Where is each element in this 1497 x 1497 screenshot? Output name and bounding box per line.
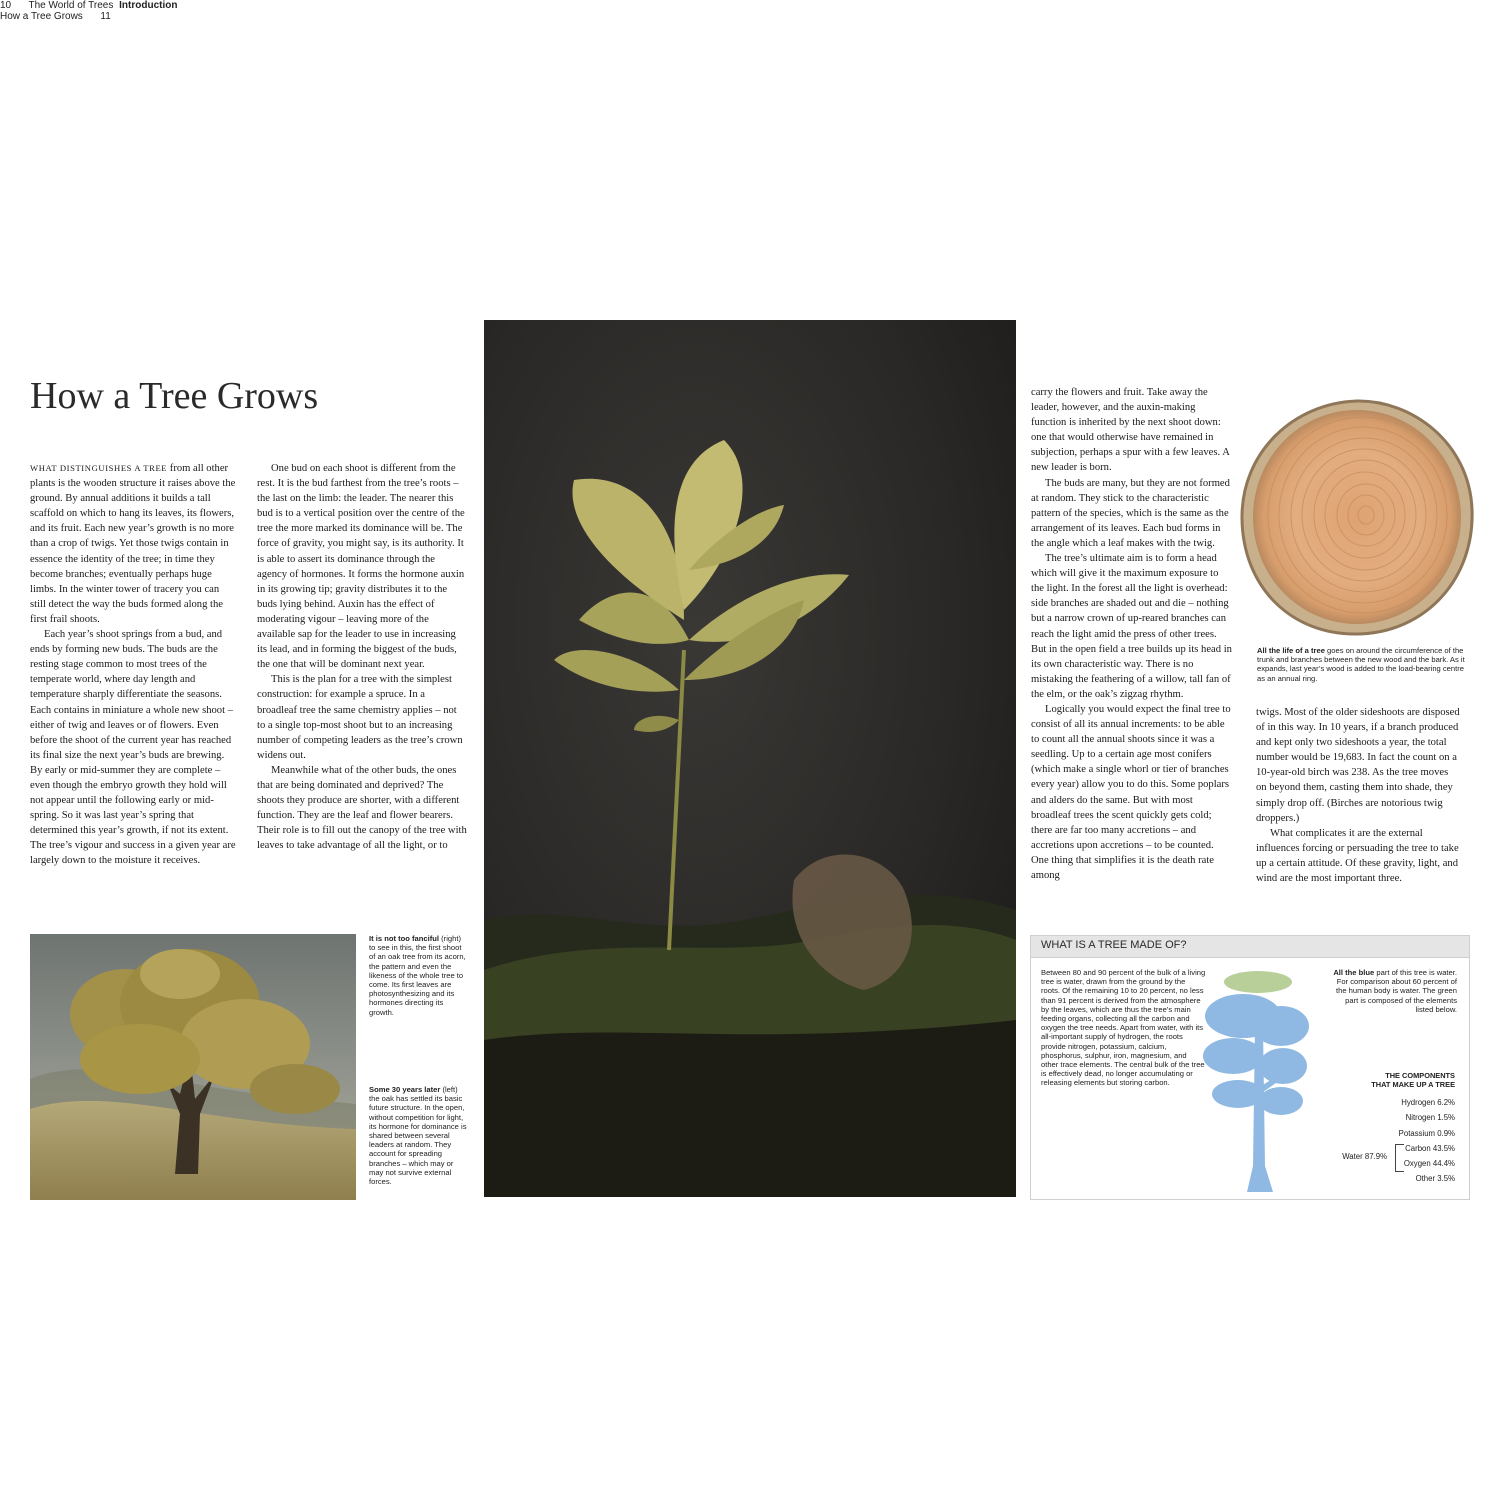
paragraph: carry the flowers and fruit. Take away the leader, however, and the auxin-making function is inherited by the next shoot down: one that would otherwise have remained in subjection, perhaps a spur with a few leaves. A new leader is born. xyxy=(1031,387,1230,474)
chapter-name: How a Tree Grows xyxy=(0,11,83,22)
book-title: The World of Trees xyxy=(28,0,114,11)
caption-seedling: It is not too fanciful (right) to see in this, the first shoot of an oak tree from its acorn, the pattern and even the likeness of the whole tree to come. Its first leaves are photosynthesizing and its hormones directing its growth. xyxy=(369,934,466,1017)
paragraph: One bud on each shoot is different from the rest. It is the bud farthest from the tree’s roots – the last on the limb: the leader. The nearer this bud is to a vertical position over the centre of the tree the more marked its dominance will be. The force of gravity, you might say, is its authority. It is able to assert its dominance through the agency of hormones. It forms the hormone auxin in its growing tip; gravity distributes it to the buds lying behind. Auxin has the effect of moderating vigour – leaving more of the available sap for the leader to use in increasing its lead, and in forming the biggest of the buds, the one that will be dominant next year. xyxy=(257,463,465,671)
component-hydrogen: Hydrogen 6.2% xyxy=(1401,1098,1455,1107)
paragraph: What complicates it are the external influences forcing or persuading the tree to take up a certain attitude. Of these gravity, light, and wind are the most important three. xyxy=(1256,827,1459,885)
paragraph: WHAT DISTINGUISHES A TREE from all other plants is the wooden structure it raises above the ground. By annual additions it builds a tall scaffold on which to hang its leaves, its flowers, and its fruit. Each new year’s growth is no more than a crop of twigs. Yet those twigs contain in essence the identity of the tree; in time they become branches; eventually perhaps huge limbs. In the winter tower of tracery you can still detect the way the buds formed along the first frail shoots. xyxy=(30,463,236,625)
page-number-left: 10 xyxy=(0,0,12,11)
paragraph: The tree’s ultimate aim is to form a head which will give it the maximum exposure to the light. In the forest all the light is overhead: side branches are shaded out and die – nothing but a narrow crown of up-reared branches can reach the light amid the press of other trees. But in the open field a tree builds up its head in its own characteristic way. There is no mistaking the feathering of a willow, tall fan of the elm, or the oak’s zigzag rhythm. xyxy=(1031,553,1232,700)
info-box-header xyxy=(1031,936,1469,958)
oak-seedling-photo xyxy=(484,320,1016,1197)
water-bracket xyxy=(1395,1144,1404,1172)
tree-composition-diagram xyxy=(1203,966,1313,1196)
lead-in: WHAT DISTINGUISHES A TREE xyxy=(30,463,168,473)
paragraph: This is the plan for a tree with the simplest construction: for example a spruce. In a broadleaf tree the same chemistry applies – not to a single top-most shoot but to an increasing number of competing leaders as the tree’s crown widens out. xyxy=(257,674,463,761)
oak-tree-photo xyxy=(30,934,356,1200)
section-name: Introduction xyxy=(119,0,178,11)
component-oxygen: Oxygen 44.4% xyxy=(1403,1159,1455,1168)
info-box-title: WHAT IS A TREE MADE OF? xyxy=(1041,939,1187,951)
components-heading: THE COMPONENTS THAT MAKE UP A TREE xyxy=(1371,1071,1455,1089)
paragraph: Logically you would expect the final tree to consist of all its annual increments: to be able to count all the annual shoots since it was a seedling. Up to a certain age most conifers (which make a single whorl or tier of branches every year) allow you to do this. Some poplars and alders do the same. But with most broadleaf trees the scent quickly gets cold; there are far too many accretions – and accretions upon accretions – to be counted. One thing that simplifies it is the death rate among xyxy=(1031,703,1231,881)
running-head-left xyxy=(0,0,1497,11)
info-box-tree-composition xyxy=(1030,935,1470,1200)
running-head-right xyxy=(0,11,1497,22)
blue-note: All the blue part of this tree is water. For comparison about 60 percent of the human body is water. The green part is composed of the elements listed below. xyxy=(1333,968,1457,1014)
caption-tree-ring: All the life of a tree goes on around the circumference of the trunk and branches between the new wood and the bark. As it expands, last year’s wood is added to the load-bearing centre as an annual ring. xyxy=(1257,646,1465,683)
text-column-1 xyxy=(30,461,236,869)
info-box-body: Between 80 and 90 percent of the bulk of a living tree is water, drawn from the ground by the roots. Of the remaining 10 to 20 percent, no less than 91 percent is derived from the atmosphere by the leaves, which are thus the tree’s main feeding organs, collecting all the carbon and oxygen the tree needs. Apart from water, with its all-important supply of hydrogen, the roots provide nitrogen, potassium, calcium, phosphorus, sulphur, iron, magnesium, and other trace elements. The central bulk of the tree is effectively dead, no longer accumulating or releasing elements but storing carbon. xyxy=(1041,968,1206,1088)
text-column-2 xyxy=(257,461,467,853)
paragraph: Each year’s shoot springs from a bud, and ends by forming new buds. The buds are the resting stage common to most trees of the temperate world, where day length and temperature sharply differentiate the seasons. Each contains in miniature a whole new shoot – either of twig and leaves or of flowers. Even before the shoot of the current year has reached its final size the next year’s buds are brewing. By early or mid-summer they are complete – even though the embryo growth they hold will not appear until the following early or mid-spring. So it was last year’s spring that determined this year’s growth, if not its extent. The tree’s vigour and success in a given year are largely down to the moisture it receives. xyxy=(30,629,236,867)
text-column-4 xyxy=(1256,705,1461,886)
paragraph: twigs. Most of the older sideshoots are disposed of in this way. In 10 years, if a branch produced and kept only two sideshoots a year, the total number would be 19,683. In fact the count on a 10-year-old birch was 238. As the tree moves on beyond them, casting them into shade, they simply drop off. (Birches are notorious twig droppers.) xyxy=(1256,707,1460,824)
tree-ring-photo xyxy=(1239,397,1475,637)
page-number-right: 11 xyxy=(100,11,111,22)
component-other: Other 3.5% xyxy=(1415,1174,1455,1183)
paragraph: The buds are many, but they are not formed at random. They stick to the characteristic pattern of the species, which is the same as the arrangement of its leaves. Each bud forms in the angle which a leaf makes with the twig. xyxy=(1031,477,1230,549)
paragraph: Meanwhile what of the other buds, the ones that are being dominated and deprived? The shoots they produce are shorter, with a different function. They are the leaf and flower bearers. Their role is to fill out the canopy of the tree with leaves to take advantage of all the light, or to xyxy=(257,764,467,852)
component-nitrogen: Nitrogen 1.5% xyxy=(1405,1113,1455,1122)
component-water: Water 87.9% xyxy=(1342,1152,1387,1161)
component-carbon: Carbon 43.5% xyxy=(1405,1144,1455,1153)
caption-oak: Some 30 years later (left) the oak has settled its basic future structure. In the open, without competition for light, its hormone for dominance is shared between several leaders at random. They account for spreading branches – which may or may not survive external forces. xyxy=(369,1085,467,1187)
component-potassium: Potassium 0.9% xyxy=(1398,1129,1455,1138)
page-title: How a Tree Grows xyxy=(30,375,319,417)
text-column-3 xyxy=(1031,385,1233,883)
